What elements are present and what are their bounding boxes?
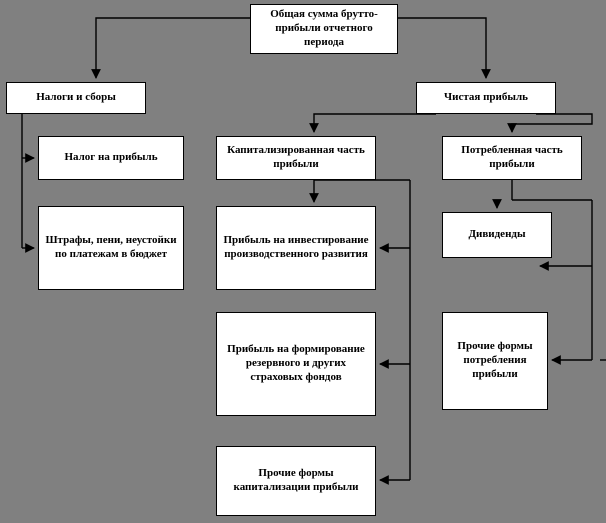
node-label: Штрафы, пени, неустойки по платежам в бюджет [45,234,177,260]
node-taxes-and-fees [6,82,146,114]
node-penalties [38,206,184,290]
node-label: Прочие формы капитализации прибыли [233,467,359,493]
node-capitalized-part [216,136,376,180]
node-label: Прочие формы потребления прибыли [457,340,533,380]
node-label: Прибыль на инвестирование производственного развития [223,234,369,260]
node-other-consumption-forms [442,312,548,410]
node-label: Прибыль на формирование резервного и других страховых фондов [227,343,365,383]
node-label: Дивиденды [468,228,526,241]
node-other-capitalization-forms [216,446,376,516]
node-dividends [442,212,552,258]
node-reserve-funds-profit [216,312,376,416]
node-label: Налог на прибыль [64,151,158,164]
node-profit-tax [38,136,184,180]
node-label: Чистая прибыль [444,91,528,104]
node-label: Налоги и сборы [36,91,116,104]
node-label: Общая сумма брутто-прибыли отчетного периода [270,8,378,48]
node-label: Потребленная часть прибыли [461,144,563,170]
node-investment-profit [216,206,376,290]
node-gross-profit [250,4,398,54]
node-net-profit [416,82,556,114]
node-consumed-part [442,136,582,180]
node-label: Капитализированная часть прибыли [227,144,365,170]
